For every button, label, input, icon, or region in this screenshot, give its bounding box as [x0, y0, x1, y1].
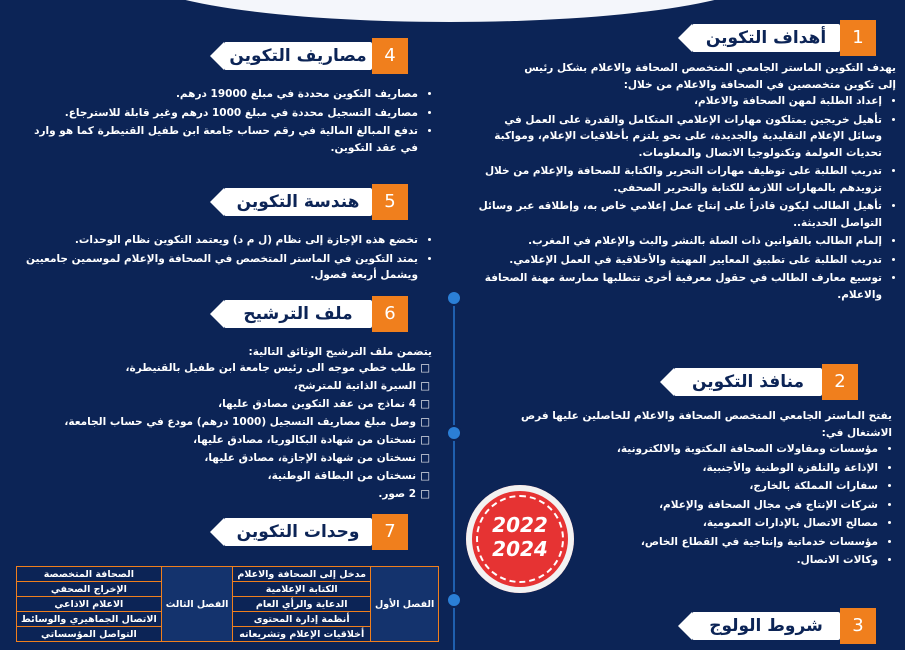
list-item: □ نسختان من شهادة البكالوريا، مصادق عليها،	[30, 432, 430, 448]
timeline-dot	[446, 425, 462, 441]
list-item: • تدريب الطلبة على توظيف مهارات التحرير والكتابة للصحافة والإعلام من خلال تزويدهم بالمهارات اللازمة للكتابة والتحرير الصحفي.	[478, 163, 882, 196]
list-item: • تأهيل خريجين يمتلكون مهارات الإعلامي المتكامل والقدرة على العمل في وسائل الإعلام التقليدية والجديدة، على نحو يلتزم بأخلاقيات الإعلام، ومواكبة تحديات العولمة وتكنولوجيا الاتصال والمعلومات.	[478, 112, 882, 162]
intro-text: يتضمن ملف الترشيح الوثائق التالية:	[248, 346, 432, 358]
semester-label: الفصل الأول	[370, 567, 438, 642]
banner-application	[212, 296, 408, 332]
units-table	[16, 566, 439, 642]
timeline-dot	[446, 592, 462, 608]
section-objectives	[478, 60, 896, 305]
list-item: • الإذاعة والتلفزة الوطنية والأجنبية،	[508, 460, 878, 477]
list-item: • مؤسسات خدماتية وإنتاجية في القطاع الخاص،	[508, 534, 878, 551]
banner-fees	[212, 38, 408, 74]
list-item: □ وصل مبلغ مصاريف التسجيل (1000 درهم) مودع في حساب الجامعة،	[30, 414, 430, 430]
list-item: □ 2 صور.	[30, 486, 430, 502]
banner-title: منافذ التكوين	[674, 368, 822, 396]
year-seal	[466, 485, 574, 593]
table-cell: الإخراج الصحفي	[17, 582, 162, 597]
banner-number: 1	[840, 20, 876, 56]
banner-number: 5	[372, 184, 408, 220]
intro-text: يفتح الماستر الجامعي المتخصص الصحافة والاعلام للحاصلين عليها فرص الاشتغال في:	[521, 410, 892, 439]
list-item: • وكالات الاتصال.	[508, 552, 878, 569]
list-item: □ 4 نماذج من عقد التكوين مصادق عليها،	[30, 396, 430, 412]
banner-title: وحدات التكوين	[224, 518, 372, 546]
list-item: • مؤسسات ومقاولات الصحافة المكتوبة والالكترونية،	[508, 441, 878, 458]
list-item: • سفارات المملكة بالخارج،	[508, 478, 878, 495]
banner-objectives	[680, 20, 876, 56]
list-item: □ نسختان من البطاقة الوطنية،	[30, 468, 430, 484]
intro-text: إلى تكوين متخصصين في الصحافة والاعلام من خلال:	[623, 78, 896, 91]
list-item: • مصاريف التكوين محددة في مبلغ 19000 درهم.	[18, 86, 418, 103]
list-item: • شركات الإنتاج في مجال الصحافة والإعلام،	[508, 497, 878, 514]
list-item: • مصالح الاتصال بالإدارات العمومية،	[508, 515, 878, 532]
list-item: □ السيرة الذاتية للمترشح،	[30, 378, 430, 394]
table-cell: مدخل إلى الصحافة والاعلام	[233, 567, 371, 582]
banner-number: 6	[372, 296, 408, 332]
seal-year-start: 2022	[492, 513, 548, 537]
banner-title: ملف الترشيح	[224, 300, 372, 328]
banner-title: أهداف التكوين	[692, 24, 840, 52]
banner-architecture	[212, 184, 408, 220]
header-curve	[140, 0, 760, 22]
list-item: • مصاريف التسجيل محددة في مبلغ 1000 درهم وغير قابلة للاسترجاع.	[18, 105, 418, 122]
list-item: • إعداد الطلبة لمهن الصحافة والاعلام،	[478, 93, 882, 110]
timeline-dot	[446, 290, 462, 306]
list-item: • إلمام الطالب بالقوانين ذات الصلة بالنشر والبث والإعلام في المغرب.	[478, 233, 882, 250]
list-item: • يمتد التكوين في الماستر المتخصص في الصحافة والإعلام لموسمين جامعيين ويشمل أربعة فصول.	[18, 251, 418, 284]
table-cell: أخلاقيات الإعلام وتشريعاته	[233, 627, 371, 642]
banner-requirements	[680, 608, 876, 644]
table-cell: الصحافة المتخصصة	[17, 567, 162, 582]
list-item: • تأهيل الطالب ليكون قادراً على إنتاج عمل إعلامي خاص به، وإطلاقه عبر وسائل التواصل الحديثة..	[478, 198, 882, 231]
list-item: • تخضع هذه الإجازة إلى نظام (ل م د) ويعتمد التكوين نظام الوحدات.	[18, 232, 418, 249]
banner-title: هندسة التكوين	[224, 188, 372, 216]
section-architecture	[18, 232, 432, 286]
banner-number: 7	[372, 514, 408, 550]
table-row	[17, 567, 439, 582]
banner-units	[212, 514, 408, 550]
list-item: □ نسختان من شهادة الإجازة، مصادق عليها،	[30, 450, 430, 466]
table-cell: أنظمة إدارة المحتوى	[233, 612, 371, 627]
semester-label: الفصل الثالث	[161, 567, 233, 642]
intro-text: يهدف التكوين الماستر الجامعي المتخصص الصحافة والاعلام بشكل رئيس	[524, 62, 896, 74]
banner-title: مصاريف التكوين	[224, 42, 372, 70]
seal-year-end: 2024	[492, 537, 548, 561]
table-cell: الاعلام الاذاعي	[17, 597, 162, 612]
banner-title: شروط الولوج	[692, 612, 840, 640]
banner-number: 3	[840, 608, 876, 644]
section-application	[30, 344, 432, 504]
section-fees	[18, 86, 432, 158]
list-item: □ طلب خطي موجه الى رئيس جامعة ابن طفيل بالقنيطرة،	[30, 360, 430, 376]
list-item: • تدفع المبالغ المالية في رقم حساب جامعة ابن طفيل القنيطرة كما هو وارد في عقد التكوين.	[18, 123, 418, 156]
banner-number: 4	[372, 38, 408, 74]
table-cell: التواصل المؤسساتي	[17, 627, 162, 642]
list-item: • تدريب الطلبة على تطبيق المعايير المهنية والأخلاقية في العمل الإعلامي.	[478, 252, 882, 269]
list-item: • توسيع معارف الطالب في حقول معرفية أخرى تتطلبها ممارسة مهنة الصحافة والاعلام.	[478, 270, 882, 303]
table-cell: الاتصال الجماهيري والوسائط	[17, 612, 162, 627]
banner-number: 2	[822, 364, 858, 400]
table-cell: الكتابة الإعلامية	[233, 582, 371, 597]
table-cell: الدعاية والرأي العام	[233, 597, 371, 612]
banner-outlets	[662, 364, 858, 400]
